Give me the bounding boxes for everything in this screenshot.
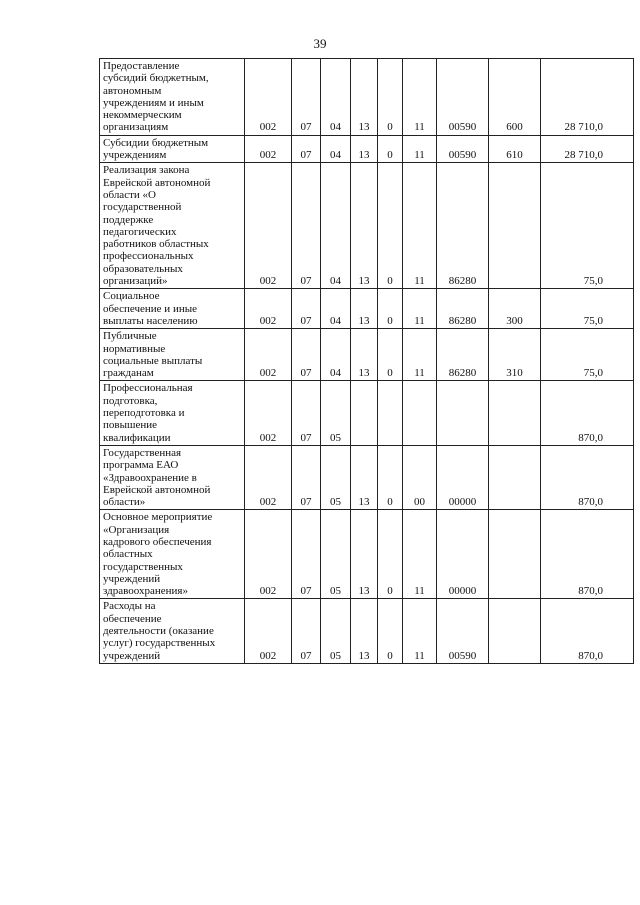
cell-name-line: переподготовка и <box>103 407 185 420</box>
cell-amount: 75,0 <box>541 329 634 381</box>
table-row <box>100 445 634 509</box>
cell-amount: 28 710,0 <box>541 135 634 163</box>
cell-name <box>100 329 245 381</box>
cell-name-line: государственной <box>103 201 182 214</box>
cell-name <box>100 381 245 445</box>
cell-target-event: 11 <box>403 135 437 163</box>
cell-section: 07 <box>292 445 321 509</box>
cell-target-program: 13 <box>351 599 378 663</box>
cell-name-line: организаций» <box>103 275 168 288</box>
cell-name <box>100 599 245 663</box>
cell-target-subprogram: 0 <box>378 445 403 509</box>
cell-amount: 870,0 <box>541 510 634 599</box>
cell-name-line: Профессиональная <box>103 382 193 395</box>
cell-name-line: автономным <box>103 84 162 97</box>
cell-amount: 75,0 <box>541 163 634 289</box>
cell-target-program: 13 <box>351 163 378 289</box>
cell-section: 07 <box>292 59 321 136</box>
cell-subsection: 05 <box>321 510 351 599</box>
cell-section: 07 <box>292 329 321 381</box>
table-body <box>100 59 634 664</box>
page-number: 39 <box>313 36 327 51</box>
cell-name-line: профессиональных <box>103 250 194 263</box>
cell-name-line: повышение <box>103 419 157 432</box>
cell-name-line: государственных <box>103 560 183 573</box>
cell-subsection: 04 <box>321 289 351 329</box>
cell-ved: 002 <box>245 510 292 599</box>
cell-expense-type <box>489 445 541 509</box>
cell-name <box>100 59 245 136</box>
table-row <box>100 510 634 599</box>
cell-expense-type <box>489 381 541 445</box>
cell-name-line: учреждений <box>103 649 161 662</box>
cell-name-line: поддержке <box>103 213 154 226</box>
cell-name-line: некоммерческим <box>103 109 182 122</box>
cell-name-line: «Здравоохранение в <box>103 471 197 484</box>
cell-section: 07 <box>292 135 321 163</box>
cell-target-direction: 00590 <box>437 135 489 163</box>
cell-target-program: 13 <box>351 135 378 163</box>
cell-ved: 002 <box>245 599 292 663</box>
cell-name-line: обеспечение <box>103 612 162 625</box>
cell-expense-type: 600 <box>489 59 541 136</box>
cell-name-line: областных <box>103 548 153 561</box>
cell-amount: 75,0 <box>541 289 634 329</box>
cell-target-subprogram: 0 <box>378 163 403 289</box>
cell-target-subprogram: 0 <box>378 599 403 663</box>
cell-name-line: Государственная <box>103 446 182 459</box>
cell-name-line: программа ЕАО <box>103 459 179 472</box>
cell-name-line: здравоохранения» <box>103 585 188 598</box>
cell-target-event: 11 <box>403 163 437 289</box>
table-row <box>100 135 634 163</box>
cell-name <box>100 510 245 599</box>
cell-target-event <box>403 381 437 445</box>
cell-target-subprogram: 0 <box>378 289 403 329</box>
cell-subsection: 04 <box>321 163 351 289</box>
cell-ved: 002 <box>245 135 292 163</box>
cell-ved: 002 <box>245 59 292 136</box>
cell-name <box>100 163 245 289</box>
cell-ved: 002 <box>245 445 292 509</box>
cell-name-line: социальные выплаты <box>103 354 203 367</box>
cell-target-program: 13 <box>351 510 378 599</box>
cell-target-event: 11 <box>403 59 437 136</box>
cell-amount: 870,0 <box>541 445 634 509</box>
cell-target-subprogram <box>378 381 403 445</box>
cell-amount: 870,0 <box>541 599 634 663</box>
cell-subsection: 04 <box>321 329 351 381</box>
table-row <box>100 163 634 289</box>
cell-target-direction: 00590 <box>437 59 489 136</box>
cell-subsection: 04 <box>321 135 351 163</box>
cell-name-line: субсидий бюджетным, <box>103 72 209 85</box>
cell-name-line: области «О <box>103 188 156 201</box>
cell-target-direction: 86280 <box>437 289 489 329</box>
cell-subsection: 05 <box>321 599 351 663</box>
cell-subsection: 04 <box>321 59 351 136</box>
cell-amount: 28 710,0 <box>541 59 634 136</box>
cell-name-line: «Организация <box>103 523 170 536</box>
table-row <box>100 329 634 381</box>
cell-target-event: 00 <box>403 445 437 509</box>
table-row <box>100 381 634 445</box>
cell-target-direction <box>437 381 489 445</box>
cell-name-line: Публичные <box>103 330 157 343</box>
cell-name-line: деятельности (оказание <box>103 625 214 638</box>
cell-target-program: 13 <box>351 445 378 509</box>
cell-target-event: 11 <box>403 510 437 599</box>
cell-target-program: 13 <box>351 59 378 136</box>
budget-table <box>99 58 634 664</box>
cell-name-line: подготовка, <box>103 394 158 407</box>
cell-name-line: нормативные <box>103 342 166 355</box>
table-row <box>100 599 634 663</box>
cell-name-line: учреждений <box>103 572 161 585</box>
cell-target-direction: 00590 <box>437 599 489 663</box>
cell-name-line: учреждениям <box>103 149 167 162</box>
cell-section: 07 <box>292 599 321 663</box>
cell-target-program <box>351 381 378 445</box>
cell-target-program: 13 <box>351 289 378 329</box>
cell-name-line: организациям <box>103 121 169 134</box>
cell-name-line: Реализация закона <box>103 164 190 177</box>
cell-name-line: обеспечение и иные <box>103 302 197 315</box>
cell-target-direction: 86280 <box>437 163 489 289</box>
cell-name-line: Предоставление <box>103 60 180 72</box>
cell-name-line: Расходы на <box>103 600 156 613</box>
table-row <box>100 289 634 329</box>
cell-ved: 002 <box>245 329 292 381</box>
cell-target-program: 13 <box>351 329 378 381</box>
cell-name-line: педагогических <box>103 225 177 238</box>
cell-section: 07 <box>292 163 321 289</box>
cell-expense-type: 610 <box>489 135 541 163</box>
cell-subsection: 05 <box>321 381 351 445</box>
cell-target-subprogram: 0 <box>378 59 403 136</box>
cell-name-line: Субсидии бюджетным <box>103 136 209 149</box>
cell-target-subprogram: 0 <box>378 329 403 381</box>
cell-name-line: кадрового обеспечения <box>103 535 212 548</box>
cell-target-subprogram: 0 <box>378 135 403 163</box>
cell-name-line: услуг) государственных <box>103 637 216 650</box>
cell-name-line: гражданам <box>103 367 154 380</box>
cell-name <box>100 135 245 163</box>
cell-amount: 870,0 <box>541 381 634 445</box>
cell-name-line: выплаты населению <box>103 314 198 327</box>
cell-expense-type: 300 <box>489 289 541 329</box>
cell-section: 07 <box>292 510 321 599</box>
cell-ved: 002 <box>245 381 292 445</box>
cell-name-line: квалификации <box>103 431 171 444</box>
cell-expense-type <box>489 510 541 599</box>
cell-target-event: 11 <box>403 289 437 329</box>
cell-name-line: Социальное <box>103 290 160 303</box>
cell-name-line: области» <box>103 496 146 509</box>
cell-name-line: работников областных <box>103 238 209 251</box>
cell-name-line: учреждениям и иным <box>103 96 204 109</box>
cell-section: 07 <box>292 381 321 445</box>
cell-expense-type <box>489 599 541 663</box>
cell-target-event: 11 <box>403 599 437 663</box>
cell-name <box>100 445 245 509</box>
cell-expense-type: 310 <box>489 329 541 381</box>
cell-target-subprogram: 0 <box>378 510 403 599</box>
cell-name-line: Основное мероприятие <box>103 511 213 524</box>
cell-subsection: 05 <box>321 445 351 509</box>
cell-name-line: Еврейской автономной <box>103 176 211 189</box>
cell-section: 07 <box>292 289 321 329</box>
cell-name <box>100 289 245 329</box>
table-row <box>100 59 634 136</box>
cell-target-direction: 00000 <box>437 510 489 599</box>
cell-ved: 002 <box>245 289 292 329</box>
cell-target-event: 11 <box>403 329 437 381</box>
cell-target-direction: 86280 <box>437 329 489 381</box>
cell-name-line: Еврейской автономной <box>103 483 211 496</box>
cell-expense-type <box>489 163 541 289</box>
cell-target-direction: 00000 <box>437 445 489 509</box>
cell-ved: 002 <box>245 163 292 289</box>
cell-name-line: образовательных <box>103 262 183 275</box>
